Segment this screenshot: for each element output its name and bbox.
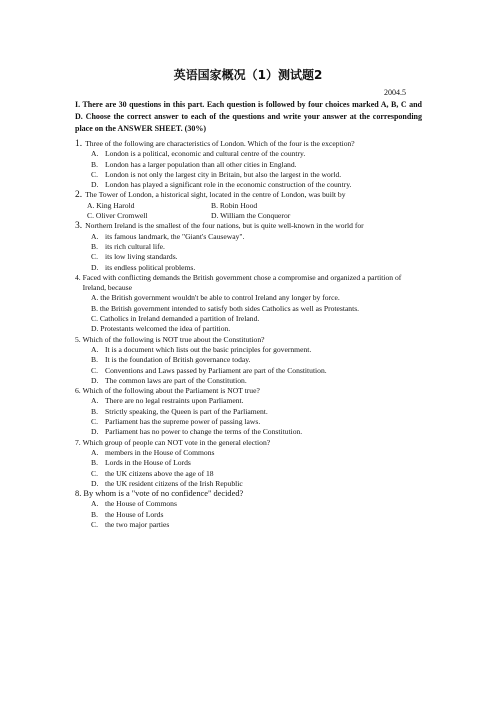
question-4	[75, 273, 425, 335]
option-row	[75, 201, 425, 211]
option-a: A. its famous landmark, the "Giant's Causeway".	[91, 231, 245, 241]
page-title: 英语国家概况（1）测试题2	[173, 68, 323, 82]
question-stem: Northern Ireland is the smallest of the four nations, but is quite well-known in the world for	[85, 221, 364, 231]
option-d: D. London has played a significant role in the economic construction of the country.	[91, 180, 352, 190]
question-number: 8.	[75, 489, 82, 499]
question-number: 7.	[75, 437, 81, 447]
option-row	[75, 211, 425, 221]
question-8	[75, 489, 425, 530]
option-b: B. the British government intended to satisfy both sides Catholics as well as Protestants.	[91, 303, 360, 313]
option-c: C. Oliver Cromwell	[87, 211, 148, 221]
question-2	[75, 190, 425, 221]
option-c: C. Parliament has the supreme power of passing laws.	[91, 417, 261, 427]
instructions: I. There are 30 questions in this part. Each question is followed by four choices marked A, B, C and D. Choose the correct answer to each of the questions and write your answer at the corresponding place on the ANSWER SHEET. (30%)	[75, 100, 422, 133]
option-a: A. the House of Commons	[91, 499, 177, 509]
question-stem: Faced with conflicting demands the British government chose a compromise and organized a partition of Ireland, because	[82, 272, 402, 293]
question-number: 1.	[75, 139, 83, 149]
option-c: C. its low living standards.	[91, 252, 178, 262]
option-c: C. London is not only the largest city in Britain, but also the largest in the world.	[91, 169, 342, 179]
option-a: A. King Harold	[87, 200, 135, 210]
question-7	[75, 438, 425, 489]
question-number: 2.	[75, 190, 83, 201]
option-d: D. Protestants welcomed the idea of partition.	[91, 324, 231, 334]
option-d: D. The common laws are part of the Constitution.	[91, 375, 247, 385]
question-3	[75, 221, 425, 272]
question-stem: The Tower of London, a historical sight, located in the centre of London, was built by	[85, 190, 346, 200]
question-stem: Three of the following are characteristics of London. Which of the four is the exception?	[85, 139, 355, 148]
option-b: B. It is the foundation of British governance today.	[91, 355, 251, 365]
option-d: D. the UK resident citizens of the Irish Republic	[91, 478, 243, 488]
option-c: C. the two major parties	[91, 519, 170, 529]
option-a: A. members in the House of Commons	[91, 447, 215, 457]
question-stem: Which of the following about the Parliament is NOT true?	[82, 386, 260, 396]
option-a: A. the British government wouldn't be able to control Ireland any longer by force.	[91, 293, 340, 303]
date-label: 2004.5	[384, 88, 406, 97]
question-6	[75, 386, 425, 437]
option-d: D. William the Conqueror	[211, 211, 291, 221]
option-b: B. its rich cultural life.	[91, 241, 165, 251]
question-number: 3.	[75, 221, 83, 232]
option-b: B. Robin Hood	[211, 200, 258, 210]
question-list	[75, 139, 425, 530]
question-1	[75, 139, 425, 190]
question-stem: Which group of people can NOT vote in the general election?	[82, 437, 271, 447]
option-d: D. its endless political problems.	[91, 262, 196, 272]
option-b: B. Strictly speaking, the Queen is part of the Parliament.	[91, 406, 268, 416]
option-b: B. Lords in the House of Lords	[91, 458, 191, 468]
option-a: A. London is a political, economic and cultural centre of the country.	[91, 149, 306, 159]
question-number: 5.	[75, 334, 81, 344]
question-stem: Which of the following is NOT true about the Constitution?	[82, 334, 265, 344]
option-d: D. Parliament has no power to change the terms of the Constitution.	[91, 427, 303, 437]
option-a: A. It is a document which lists out the basic principles for government.	[91, 344, 312, 354]
question-stem: By whom is a "vote of no confidence" decided?	[83, 489, 244, 499]
question-5	[75, 335, 425, 386]
question-number: 4.	[75, 272, 81, 282]
question-number: 6.	[75, 386, 81, 396]
option-c: C. Conventions and Laws passed by Parliament are part of the Constitution.	[91, 365, 327, 375]
option-c: C. the UK citizens above the age of 18	[91, 468, 214, 478]
option-c: C. Catholics in Ireland demanded a partition of Ireland.	[91, 314, 260, 324]
option-a: A. There are no legal restraints upon Parliament.	[91, 396, 244, 406]
option-b: B. London has a larger population than all other cities in England.	[91, 159, 297, 169]
option-b: B. the House of Lords	[91, 509, 164, 519]
